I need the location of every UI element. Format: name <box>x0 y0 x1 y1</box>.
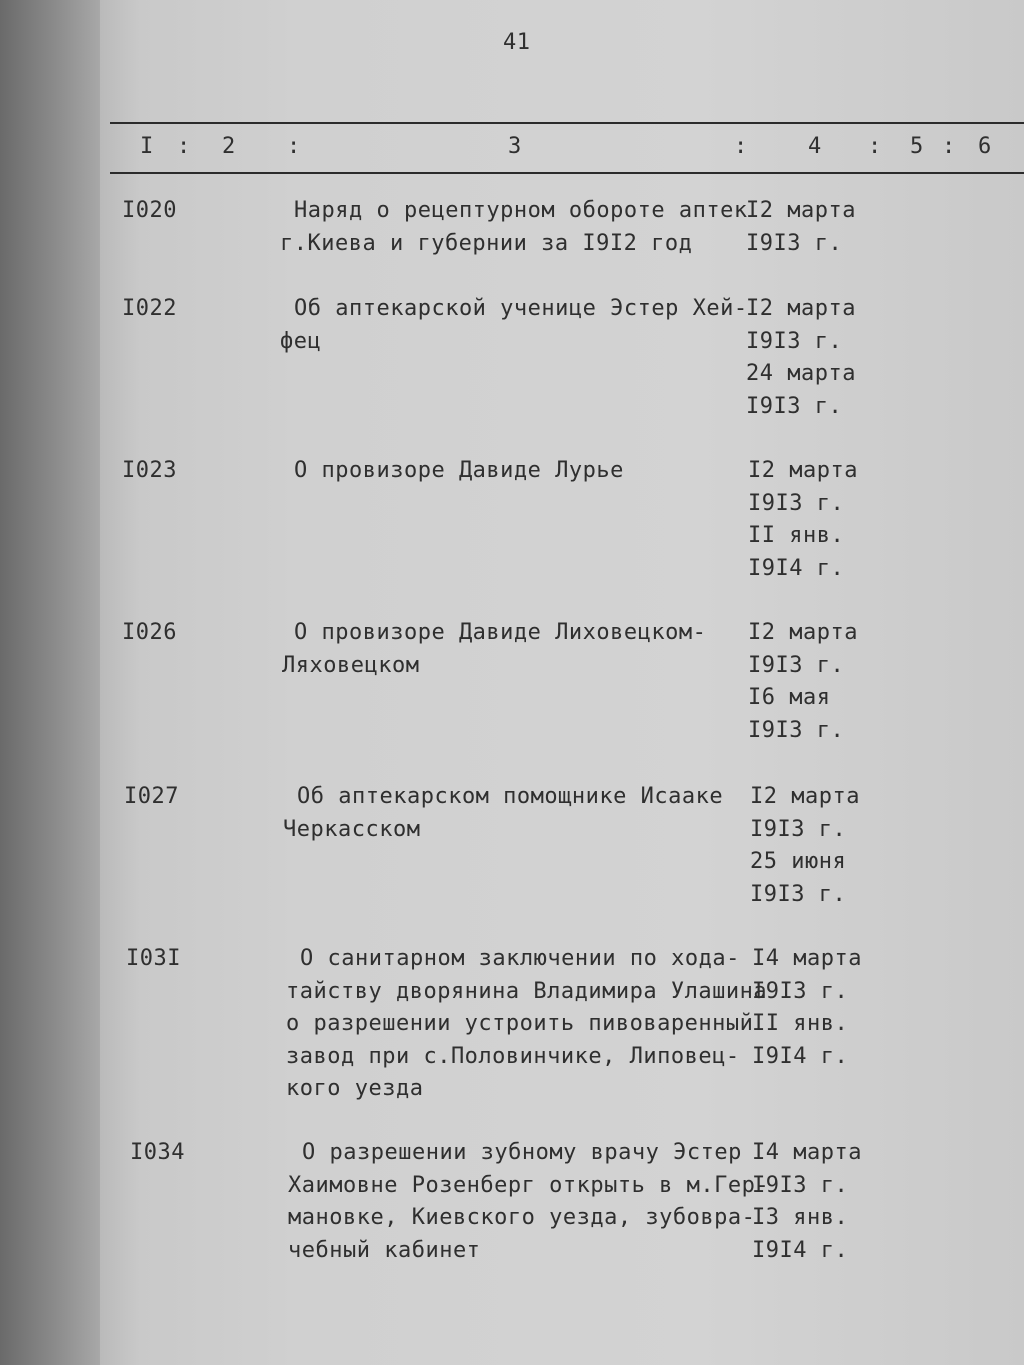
entry-date-line: I2 марта <box>748 458 858 483</box>
entry-number: I034 <box>130 1140 185 1165</box>
entry-title-line: кого уезда <box>286 1076 424 1101</box>
entry-date-line: I6 мая <box>748 685 831 710</box>
header-top-rule <box>110 122 1024 124</box>
column-separator: : <box>868 134 882 159</box>
entry-date-line: I9I4 г. <box>748 555 845 581</box>
entry-date-line: I9I3 г. <box>746 230 843 256</box>
entry-title-line: О провизоре Давиде Лиховецком- <box>294 620 707 645</box>
entry-date-line: I2 марта <box>746 198 856 223</box>
entry-date-line: I9I3 г. <box>752 1172 849 1198</box>
column-separator: : <box>942 134 956 159</box>
entry-title-line: О санитарном заключении по хода- <box>300 946 740 971</box>
column-number: I <box>140 134 154 159</box>
entry-title-line: чебный кабинет <box>288 1237 481 1263</box>
column-number: 5 <box>910 134 924 159</box>
entry-date-line: II янв. <box>752 1011 849 1036</box>
entry-title-line: о разрешении устроить пивоваренный <box>286 1011 754 1036</box>
entry-title-line: г.Киева и губернии за I9I2 год <box>280 230 693 256</box>
entry-date-line: I9I4 г. <box>752 1237 849 1263</box>
binding-spine <box>0 0 100 1365</box>
entry-title-line: О разрешении зубному врачу Эстер <box>302 1140 742 1165</box>
entry-date-line: I9I3 г. <box>746 328 843 354</box>
column-number: 3 <box>508 134 522 159</box>
entry-title-line: Хаимовне Розенберг открыть в м.Гер- <box>288 1172 770 1198</box>
entry-date-line: I9I3 г. <box>750 816 847 842</box>
column-separator: : <box>287 134 301 159</box>
entry-title-line: мановке, Киевского уезда, зубовра- <box>288 1205 756 1230</box>
entry-date-line: I2 марта <box>746 296 856 321</box>
entry-date-line: 25 июня <box>750 849 847 874</box>
entry-title-line: Ляховецком <box>282 652 420 678</box>
entry-title-line: фец <box>280 328 322 354</box>
entry-date-line: I9I3 г. <box>748 652 845 678</box>
entry-date-line: I2 марта <box>750 784 860 809</box>
column-number: 4 <box>808 134 822 159</box>
entry-title-line: тайству дворянина Владимира Улашина <box>286 978 768 1004</box>
column-number: 2 <box>222 134 236 159</box>
entry-date-line: II янв. <box>748 523 845 548</box>
entry-number: I026 <box>122 620 177 645</box>
entry-date-line: I9I3 г. <box>746 393 843 419</box>
entry-number: I020 <box>122 198 177 223</box>
entry-date-line: I9I3 г. <box>752 978 849 1004</box>
entry-title-line: Наряд о рецептурном обороте аптек <box>294 198 748 223</box>
entry-number: I03I <box>126 946 181 971</box>
entry-number: I023 <box>122 458 177 483</box>
entry-date-line: I9I3 г. <box>750 881 847 907</box>
column-number: 6 <box>978 134 992 159</box>
entry-date-line: I9I3 г. <box>748 490 845 516</box>
entry-number: I022 <box>122 296 177 321</box>
entry-title-line: завод при с.Половинчике, Липовец- <box>286 1043 740 1069</box>
entry-number: I027 <box>124 784 179 809</box>
column-separator: : <box>734 134 748 159</box>
entry-date-line: I4 марта <box>752 1140 862 1165</box>
entry-title-line: Об аптекарском помощнике Исааке <box>297 784 724 809</box>
page-number: 41 <box>503 30 531 55</box>
entry-date-line: I3 янв. <box>752 1205 849 1230</box>
entry-date-line: I9I4 г. <box>752 1043 849 1069</box>
entry-title-line: Черкасском <box>283 816 421 842</box>
header-bottom-rule <box>110 172 1024 174</box>
entry-date-line: 24 марта <box>746 361 856 386</box>
entry-title-line: Об аптекарской ученице Эстер Хей- <box>294 296 748 321</box>
entry-date-line: I2 марта <box>748 620 858 645</box>
entry-title-line: О провизоре Давиде Лурье <box>294 458 624 483</box>
entry-date-line: I4 марта <box>752 946 862 971</box>
column-separator: : <box>177 134 191 159</box>
entry-date-line: I9I3 г. <box>748 717 845 743</box>
